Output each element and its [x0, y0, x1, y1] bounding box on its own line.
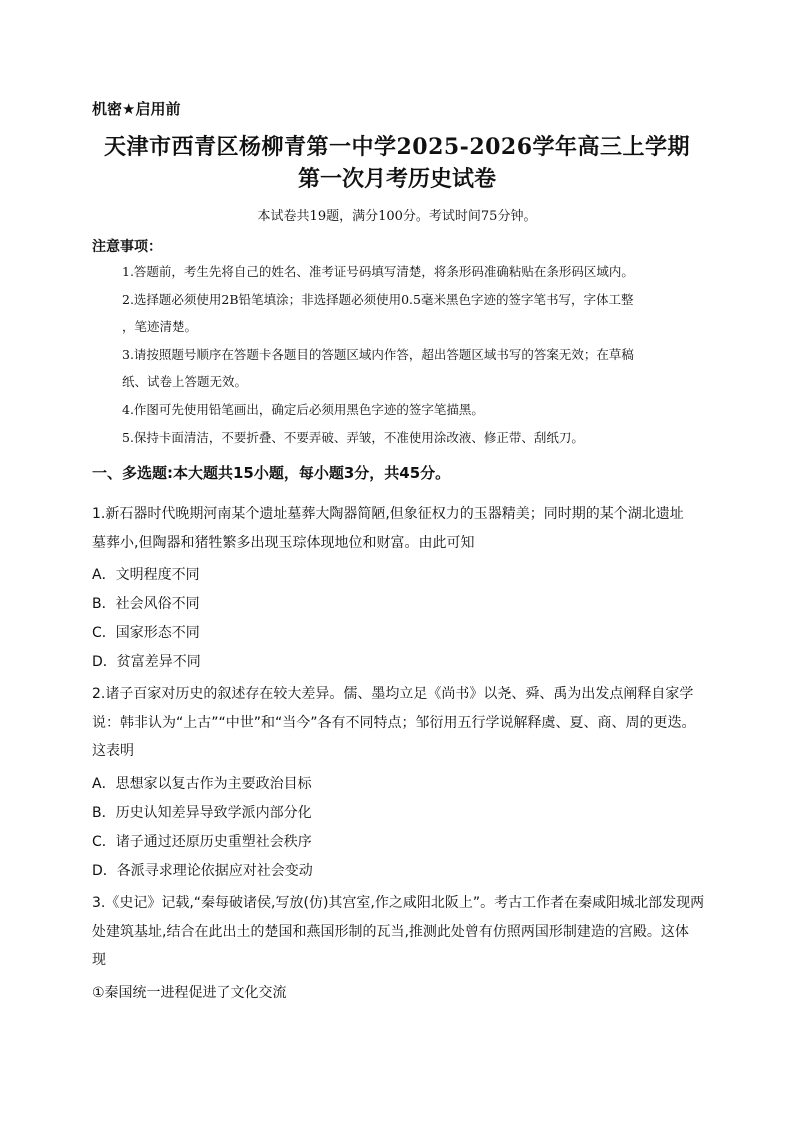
question-2-text: 说：韩非认为“上古”“中世”和“当今”各有不同特点；邹衍用五行学说解释虞、夏、商、周的更迭。 — [92, 715, 696, 731]
note-line: ，笔迹清楚。 — [122, 319, 198, 334]
question-2-text: 2.诸子百家对历史的叙述存在较大差异。儒、墨均立足《尚书》以尧、舜、禹为出发点阐释自家学 — [92, 686, 694, 702]
question-1-option-d: D．贫富差异不同 — [92, 654, 201, 670]
exam-title-line2: 第一次月考历史试卷 — [297, 166, 496, 192]
question-1-text: 1.新石器时代晚期河南某个遗址墓葬大陶器简陋,但象征权力的玉器精美；同时期的某个湖北遗址 — [92, 506, 684, 522]
question-3-text: 处建筑基址,结合在此出土的楚国和燕国形制的瓦当,推测此处曾有仿照两国形制建造的宫殿。这体 — [92, 924, 689, 940]
question-3-statement-1: ①秦国统一进程促进了文化交流 — [92, 985, 287, 1001]
question-2-option-c: C．诸子通过还原历史重塑社会秩序 — [92, 834, 312, 850]
question-2-option-a: A．思想家以复古作为主要政治目标 — [92, 776, 312, 792]
notes-heading: 注意事项： — [92, 239, 162, 255]
note-line: 1.答题前，考生先将自己的姓名、准考证号码填写清楚，将条形码准确粘贴在条形码区域内。 — [122, 264, 634, 279]
question-2-text: 这表明 — [92, 743, 134, 759]
exam-title-line1: 天津市西青区杨柳青第一中学2025-2026学年高三上学期 — [103, 134, 691, 160]
note-line: 纸、试卷上答题无效。 — [122, 374, 248, 389]
question-2-option-d: D．各派寻求理论依据应对社会变动 — [92, 863, 313, 879]
note-line: 5.保持卡面清洁，不要折叠、不要弄破、弄皱，不准使用涂改液、修正带、刮纸刀。 — [122, 430, 584, 445]
note-line: 4.作图可先使用铅笔画出，确定后必须用黑色字迹的签字笔描黑。 — [122, 402, 484, 417]
section-title: 一、多选题:本大题共15小题，每小题3分，共45分。 — [92, 464, 451, 482]
confidential-label: 机密★启用前 — [92, 100, 181, 118]
question-1-option-c: C．国家形态不同 — [92, 625, 200, 641]
note-line: 3.请按照题号顺序在答题卡各题目的答题区域内作答，超出答题区域书写的答案无效；在草稿 — [122, 347, 634, 362]
question-1-text: 墓葬小,但陶器和猪牲繁多出现玉琮体现地位和财富。由此可知 — [92, 535, 475, 551]
question-3-text: 3.《史记》记载,“秦每破诸侯,写放(仿)其宫室,作之咸阳北阪上”。考古工作者在秦咸阳城北部发现两 — [92, 895, 705, 911]
question-3-text: 现 — [92, 952, 106, 968]
question-1-option-a: A．文明程度不同 — [92, 567, 200, 583]
question-2-option-b: B．历史认知差异导致学派内部分化 — [92, 805, 312, 821]
note-line: 2.选择题必须使用2B铅笔填涂；非选择题必须使用0.5毫米黑色字迹的签字笔书写，字体工整 — [122, 292, 634, 307]
question-1-option-b: B．社会风俗不同 — [92, 596, 200, 612]
exam-subtitle: 本试卷共19题，满分100分。考试时间75分钟。 — [257, 209, 537, 224]
